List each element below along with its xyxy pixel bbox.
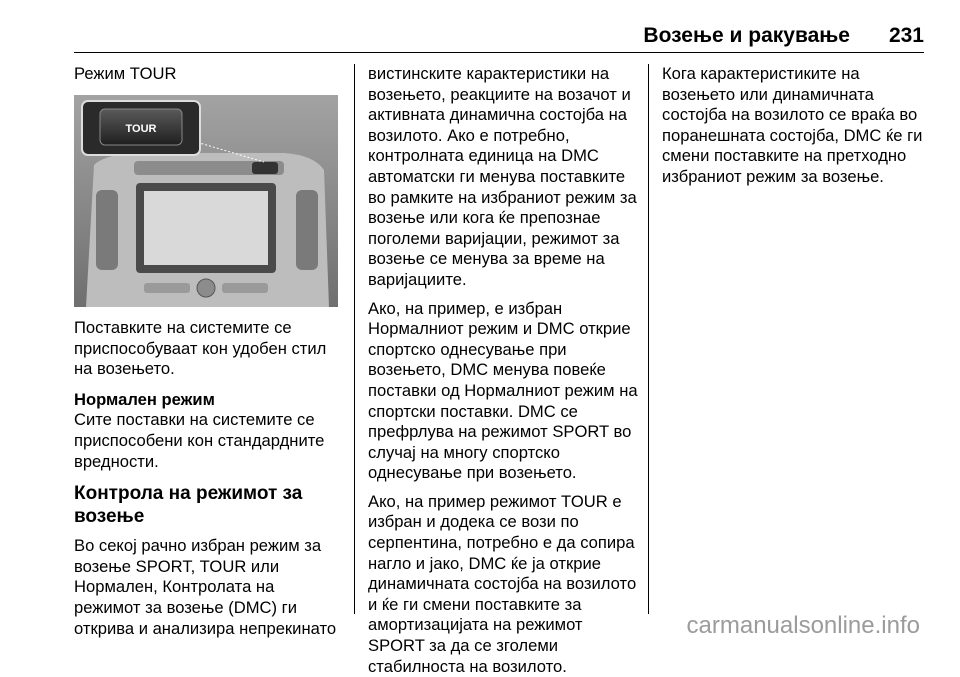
normal-mode-text: Сите поставки на системите се приспособени кон стандардните вредности. bbox=[74, 410, 325, 471]
figure-caption: Поставките на системите се приспособуваат кон удобен стил на возењето. bbox=[74, 318, 327, 379]
normal-mode-heading: Нормален режим bbox=[74, 389, 215, 409]
column-1-text bbox=[74, 318, 344, 639]
tour-button-label: TOUR bbox=[125, 123, 157, 135]
column-2 bbox=[368, 64, 638, 677]
col3-paragraph-1: Кога карактеристиките на возењето или динамичната состојба на возилото се враќа во поранешната состојба, DMC ќе ги смени поставките на претходно избраниот режим за возење. bbox=[662, 64, 923, 186]
col2-paragraph-1: вистинските карактеристики на возењето, реакциите на возачот и активната динамична состојба на возилото. Ако е потребно, контролната единица на DMC автоматски ги менува поставките во рамките на избраниот режим за возење или кога ќе препознае поголеми варијации, режимот за возење се менува за време на варијациите. bbox=[368, 64, 637, 289]
column-divider bbox=[648, 64, 649, 614]
page-number: 231 bbox=[888, 24, 924, 47]
control-text: Во секој рачно избран режим за возење SPORT, TOUR или Нормален, Контролата на режимот за возење (DMC) ги открива и анализира непрекинато bbox=[74, 536, 337, 638]
control-heading: Контрола на режимот за возење bbox=[74, 483, 303, 528]
col2-paragraph-3: Ако, на пример режимот TOUR е избран и додека се вози по серпентина, потребно е да сопира нагло и јако, DMC ќе ја открие динамичната состојба на возилото и ќе ги смени поставките за амортизацијата на режимот SPORT за да се зголеми стабилноста на возилото. bbox=[368, 491, 637, 676]
column-1 bbox=[74, 64, 344, 85]
column-divider bbox=[354, 64, 355, 614]
column-3 bbox=[662, 64, 932, 188]
section-title: Режим TOUR bbox=[74, 64, 177, 83]
col2-paragraph-2: Ако, на пример, е избран Нормалниот режим и DMC открие спортско однесување при возењето, DMC менува повеќе поставки од Нормалниот режим на спортски поставки. DMC се префрлува на режимот SPORT во случај на многу спортско однесување при возењето. bbox=[368, 298, 638, 483]
dashboard-figure bbox=[74, 95, 338, 307]
header-title: Возење и ракување bbox=[643, 24, 850, 47]
page-header bbox=[74, 24, 924, 53]
dashboard-illustration bbox=[74, 95, 338, 307]
watermark: carmanualsonline.info bbox=[686, 612, 920, 639]
